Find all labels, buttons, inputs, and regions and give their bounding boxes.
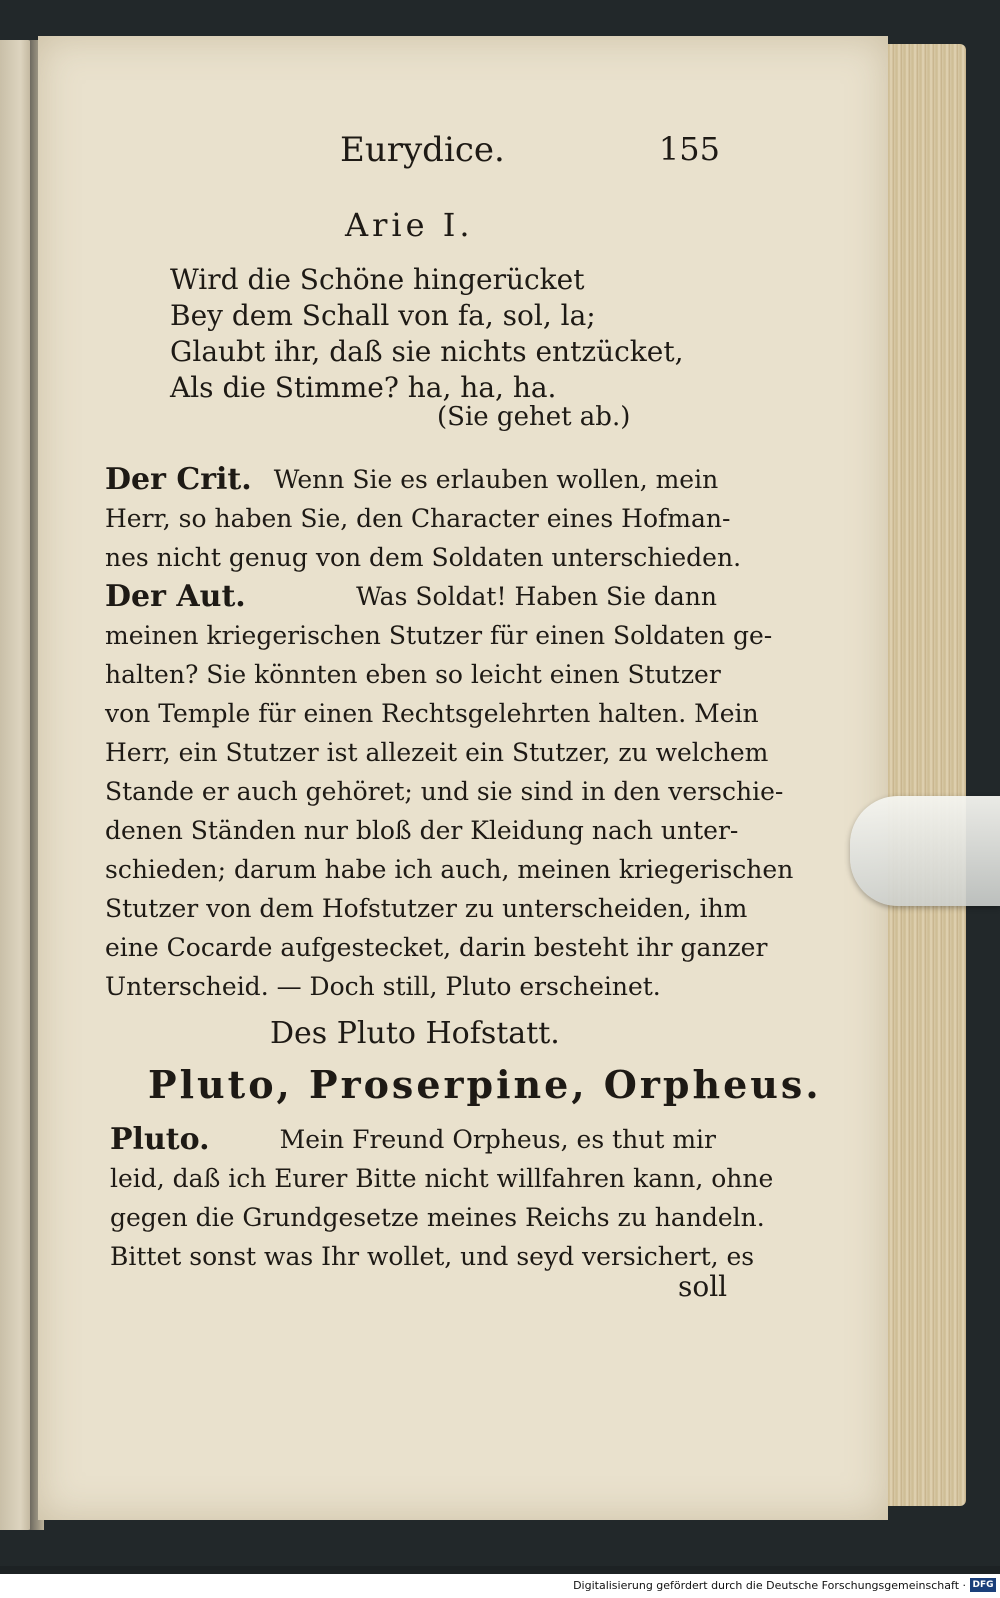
line-text: Was Soldat! Haben Sie dann [356,582,717,611]
prose-line [105,499,731,538]
prose-line [110,1237,755,1276]
funding-credit: Digitalisierung gefördert durch die Deutsche Forschungsgemeinschaft · [573,1579,966,1592]
line-text: eine Cocarde aufgestecket, darin besteht ihr ganzer [105,933,768,962]
line-text: Herr, ein Stutzer ist allezeit ein Stutzer, zu welchem [105,738,769,767]
line-text: Mein Freund Orpheus, es thut mir [279,1125,716,1154]
verse-line: Glaubt ihr, daß sie nichts entzücket, [170,335,684,368]
prose-line [105,655,721,694]
line-text: Stande er auch gehöret; und sie sind in den verschie- [105,777,784,806]
page-header [160,130,720,178]
line-text: leid, daß ich Eurer Bitte nicht willfahren kann, ohne [110,1164,774,1193]
prose-line [110,1120,716,1159]
dfg-logo: DFG [970,1578,996,1592]
scene-heading: Des Pluto Hofstatt. [270,1016,560,1051]
prose-line [105,616,773,655]
prose-line [105,538,742,577]
stage-direction: (Sie gehet ab.) [437,402,631,432]
line-text: nes nicht genug von dem Soldaten unterschieden. [105,543,742,572]
prose-line [105,772,784,811]
page-number: 155 [658,130,720,168]
facing-page-edge [0,40,34,1530]
prose-line [105,889,748,928]
page-clip [850,796,1000,906]
dialogue-critic-author [105,460,794,1006]
running-title: Eurydice. [340,130,505,170]
prose-line [105,733,769,772]
prose-line [110,1159,774,1198]
verse-line: Als die Stimme? ha, ha, ha. [170,371,557,404]
verse-line: Bey dem Schall von fa, sol, la; [170,299,596,332]
line-text: meinen kriegerischen Stutzer für einen Soldaten ge- [105,621,773,650]
prose-line [105,928,768,967]
line-text: schieden; darum habe ich auch, meinen kriegerischen [105,855,794,884]
catchword: soll [678,1270,728,1303]
prose-line [105,967,717,1006]
dialogue-pluto [110,1120,774,1276]
speaker-name: Der Aut. [105,579,246,614]
prose-line [110,1198,765,1237]
line-text: halten? Sie könnten eben so leicht einen Stutzer [105,660,721,689]
line-text: Herr, so haben Sie, den Character eines Hofman- [105,504,731,533]
line-text: Stutzer von dem Hofstutzer zu unterscheiden, ihm [105,894,748,923]
speaker-name: Der Crit. [105,462,252,497]
line-text: Wenn Sie es erlauben wollen, mein [273,465,719,494]
line-text: gegen die Grundgesetze meines Reichs zu handeln. [110,1203,765,1232]
line-text: Bittet sonst was Ihr wollet, und seyd versichert, es [110,1242,755,1271]
aria-verse [170,262,684,406]
prose-line [105,850,794,889]
prose-line [105,460,717,499]
prose-line [105,577,717,616]
line-text: Unterscheid. — Doch still, Pluto erscheinet. [105,972,661,1001]
line-text: denen Ständen nur bloß der Kleidung nach unter- [105,816,739,845]
aria-heading: Arie I. [345,206,474,244]
verse-line: Wird die Schöne hingerücket [170,263,585,296]
speaker-name: Pluto. [110,1122,210,1157]
prose-line [105,811,739,850]
line-text: von Temple für einen Rechtsgelehrten halten. Mein [105,699,759,728]
cast-list: Pluto, Proserpine, Orpheus. [148,1062,822,1107]
prose-line [105,694,759,733]
digitization-footer [0,1574,1000,1598]
